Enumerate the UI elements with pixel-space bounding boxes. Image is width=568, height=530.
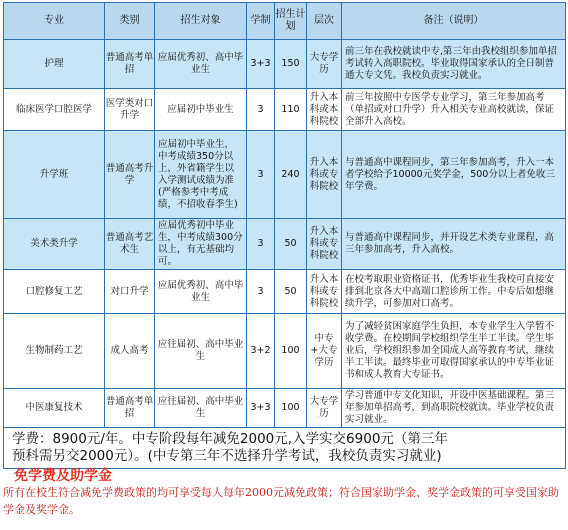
cell-major: 口腔修复工艺 <box>4 270 105 314</box>
tuition-fee-info <box>4 428 566 469</box>
cell-category: 普通高考单招 <box>105 389 155 428</box>
cell-note: 与普通高中课程同步，第三年参加高考，升入一本者学校给予10000元奖学金，500分以上者免收三年学费。 <box>342 131 566 219</box>
cell-major: 中医康复技术 <box>4 389 105 428</box>
cell-level: 中专+大专学历 <box>307 314 342 389</box>
cell-level: 升入本科或专科院校 <box>307 270 342 314</box>
cell-major: 升学班 <box>4 131 105 219</box>
cell-category: 对口升学 <box>105 270 155 314</box>
cell-category: 医学类对口升学 <box>105 89 155 131</box>
cell-note: 与普通高中课程同步，并开设艺术类专业课程，高三年参加高考，升入高校。 <box>342 219 566 270</box>
cell-length: 3 <box>247 89 275 131</box>
cell-length: 3 <box>247 131 275 219</box>
cell-note: 为了减轻贫困家庭学生负担，本专业学生入学暂不收学费。在校期间学校组织学生半工半读。学生毕业后，学校组织参加全国成人高等教育考试，继续半工半读。最终毕业可取得国家承认的中专毕业证书和成人教育大专证书。 <box>342 314 566 389</box>
cell-level: 升入本科或本科院校 <box>307 89 342 131</box>
cell-category: 普通高考艺术生 <box>105 219 155 270</box>
cell-category: 成人高考 <box>105 314 155 389</box>
cell-target: 应届优秀初、高中毕业生 <box>155 40 247 89</box>
table-row <box>4 219 566 270</box>
cell-category: 普通高考升学 <box>105 131 155 219</box>
table-row <box>4 270 566 314</box>
header-plan: 招生计划 <box>275 3 307 40</box>
cell-major: 生物制药工艺 <box>4 314 105 389</box>
cell-level: 升入本科或专科院校 <box>307 131 342 219</box>
cell-note: 在校考取职业资格证书，优秀毕业生我校可直接安排到北京各大中高端口腔诊所工作。中专后如想继续升学，可参加对口高考。 <box>342 270 566 314</box>
cell-plan: 150 <box>275 40 307 89</box>
enrollment-table <box>3 2 566 469</box>
cell-target: 应届优秀初、高中毕业生 <box>155 270 247 314</box>
fee-line-1: 学费：8900元/年。中专阶段每年减免2000元,入学实交6900元（第三年 <box>12 431 448 447</box>
header-category: 类别 <box>105 3 155 40</box>
cell-level: 大专学历 <box>307 389 342 428</box>
cell-major: 临床医学口腔医学 <box>4 89 105 131</box>
header-level: 层次 <box>307 3 342 40</box>
cell-target: 应届初中毕业生 <box>155 89 247 131</box>
cell-note: 前三年按照中专医学专业学习，第三年参加高考（单招或对口升学）升入相关专业高校就读，保证全部升入高校。 <box>342 89 566 131</box>
cell-plan: 100 <box>275 389 307 428</box>
cell-note: 前三年在我校就读中专,第三年由我校组织参加单招考试转入高职院校。毕业取得国家承认的全日制普通大专文凭。我校负责实习就业。 <box>342 40 566 89</box>
cell-plan: 110 <box>275 89 307 131</box>
financial-aid-body: 所有在校生符合减免学费政策的均可享受每人每年2000元减免政策；符合国家助学金、奖学金政策的可享受国家助学金及奖学金。 <box>3 486 559 516</box>
fee-row <box>4 428 566 469</box>
table-row <box>4 89 566 131</box>
cell-major: 美术类升学 <box>4 219 105 270</box>
table-row <box>4 389 566 428</box>
table-row <box>4 314 566 389</box>
financial-aid-title: 免学费及助学金 <box>14 468 112 484</box>
cell-length: 3+2 <box>247 314 275 389</box>
cell-plan: 50 <box>275 219 307 270</box>
cell-level: 升入本科或专科院校 <box>307 219 342 270</box>
cell-major: 护理 <box>4 40 105 89</box>
header-note: 备注（说明） <box>342 3 566 40</box>
cell-plan: 50 <box>275 270 307 314</box>
cell-length: 3+3 <box>247 389 275 428</box>
cell-category: 普通高考单招 <box>105 40 155 89</box>
header-major: 专业 <box>4 3 105 40</box>
table-header-row <box>4 3 566 40</box>
cell-target: 应往届初、高中毕业生 <box>155 389 247 428</box>
header-length: 学制 <box>247 3 275 40</box>
enrollment-table-container <box>3 2 565 469</box>
table-row <box>4 40 566 89</box>
header-target: 招生对象 <box>155 3 247 40</box>
fee-line-2: 预科需另交2000元）。(中专第三年不选择升学考试，我校负责实习就业) <box>12 448 442 464</box>
cell-length: 3+3 <box>247 40 275 89</box>
cell-target: 应往届初、高中毕业生 <box>155 314 247 389</box>
cell-plan: 240 <box>275 131 307 219</box>
cell-length: 3 <box>247 219 275 270</box>
cell-length: 3 <box>247 270 275 314</box>
cell-target: 应届初中毕业生，中考成绩350分以上，外省籍学生以入学测试成绩为准(严格参考中考成绩，不招收春季生) <box>155 131 247 219</box>
cell-level: 大专学历 <box>307 40 342 89</box>
cell-plan: 100 <box>275 314 307 389</box>
table-row <box>4 131 566 219</box>
cell-note: 学习普通中专文化知识，开设中医基础课程。第三年参加单招高考，到高职院校就读。毕业学校负责实习就业。 <box>342 389 566 428</box>
cell-target: 应届优秀初中毕业生，中考成绩300分以上，有无基础均可。 <box>155 219 247 270</box>
